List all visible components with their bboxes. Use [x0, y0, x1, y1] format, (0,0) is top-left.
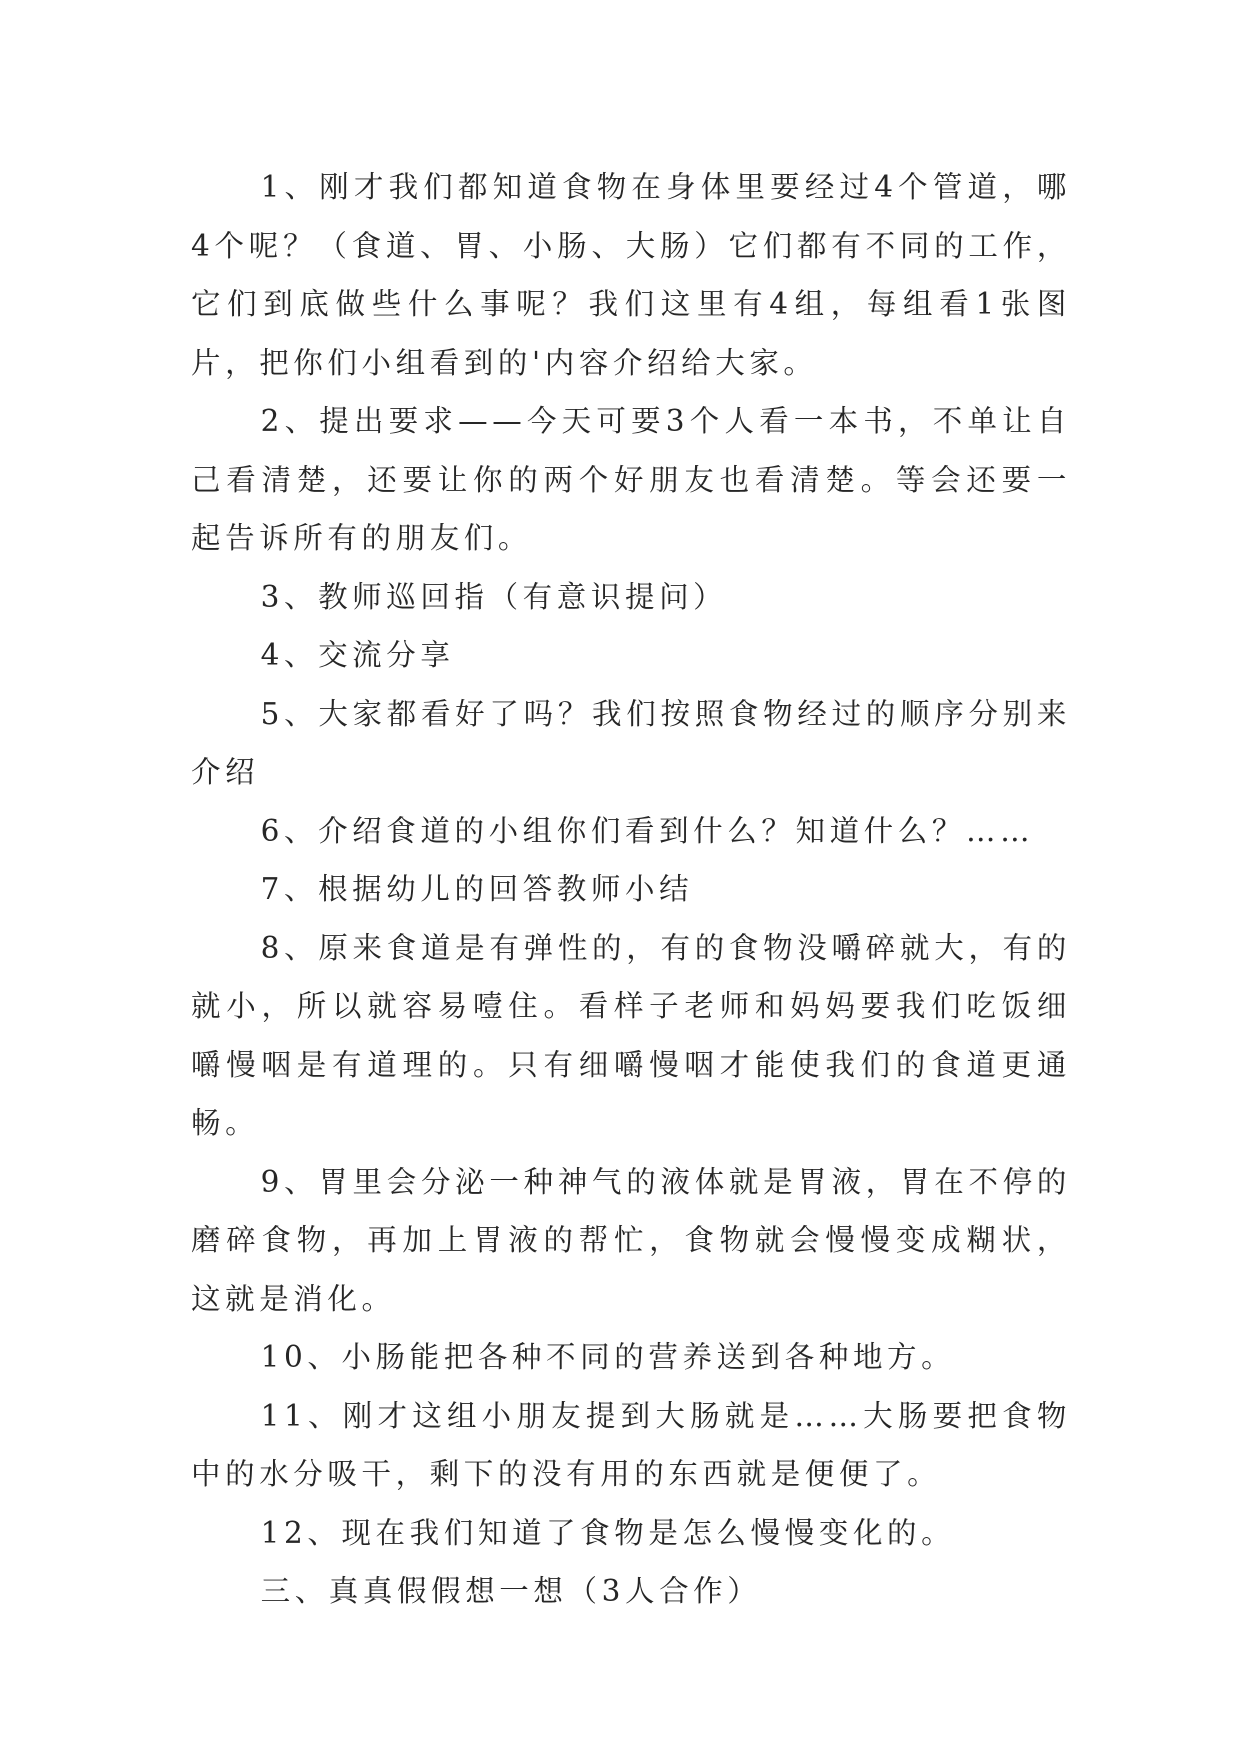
paragraph-6 [191, 802, 1071, 861]
document-body [191, 158, 1071, 1621]
text-line: 告诉所有的朋友们。 [225, 521, 533, 555]
text-line: 们到底做些什么事呢？我们这里有4组，每组看1张图片， [191, 287, 1071, 380]
paragraph-7 [191, 860, 1071, 919]
paragraph-2 [191, 392, 1071, 568]
paragraph-13 [191, 1562, 1071, 1621]
text-line: 7、根据幼儿的回答教师小结 [260, 872, 694, 906]
text-line: 2、提出要求——今天可要3个人看一本书，不单让自 [260, 404, 1071, 438]
text-line: 8、原来食道是有弹性的，有的食物没嚼碎就大，有的 [260, 930, 1071, 965]
paragraph-8 [191, 919, 1071, 1153]
text-line: 11、刚才这组小朋友提到大肠就是……大肠要把食物中 [191, 1398, 1071, 1491]
text-line: 慢咽是有道理的。只有细嚼慢咽才能使我们的食道更通畅。 [191, 1047, 1071, 1140]
text-line: 就是消化。 [225, 1281, 396, 1316]
text-line: 介绍 [191, 755, 260, 789]
text-line: 把你们小组看到的'内容介绍给大家。 [259, 345, 818, 380]
paragraph-10 [191, 1328, 1071, 1387]
paragraph-12 [191, 1504, 1071, 1563]
text-line: 的水分吸干，剩下的没有用的东西就是便便了。 [225, 1457, 942, 1491]
text-line: 3、教师巡回指（有意识提问） [260, 579, 728, 614]
text-line: 5、大家都看好了吗？我们按照食物经过的顺序分别来 [260, 696, 1071, 731]
text-line: 己看清楚，还要让你的两个好朋友也看清楚。等会还要一起 [191, 462, 1071, 555]
text-line: 三、真真假假想一想（3人合作） [260, 1574, 762, 1608]
text-line: 12、现在我们知道了食物是怎么慢慢变化的。 [260, 1515, 956, 1550]
text-line: 10、小肠能把各种不同的营养送到各种地方。 [260, 1340, 956, 1374]
text-line: 9、胃里会分泌一种神气的液体就是胃液，胃在不停的 [260, 1164, 1071, 1199]
text-line: 6、介绍食道的小组你们看到什么？知道什么？…… [260, 813, 1035, 848]
paragraph-4 [191, 626, 1071, 685]
paragraph-9 [191, 1153, 1071, 1329]
text-line: 个呢？（食道、胃、小肠、大肠）它们都有不同的工作，它 [191, 228, 1071, 321]
text-line: 就小，所以就容易噎住。看样子老师和妈妈要我们吃饭细嚼 [191, 989, 1071, 1082]
paragraph-5 [191, 685, 1071, 802]
text-line: 4、交流分享 [260, 638, 455, 672]
text-line: 1、刚才我们都知道食物在身体里要经过4个管道，哪4 [191, 170, 1071, 263]
text-line: 磨碎食物，再加上胃液的帮忙，食物就会慢慢变成糊状，这 [191, 1223, 1071, 1316]
paragraph-3 [191, 568, 1071, 627]
paragraph-1 [191, 158, 1071, 392]
paragraph-11 [191, 1387, 1071, 1504]
